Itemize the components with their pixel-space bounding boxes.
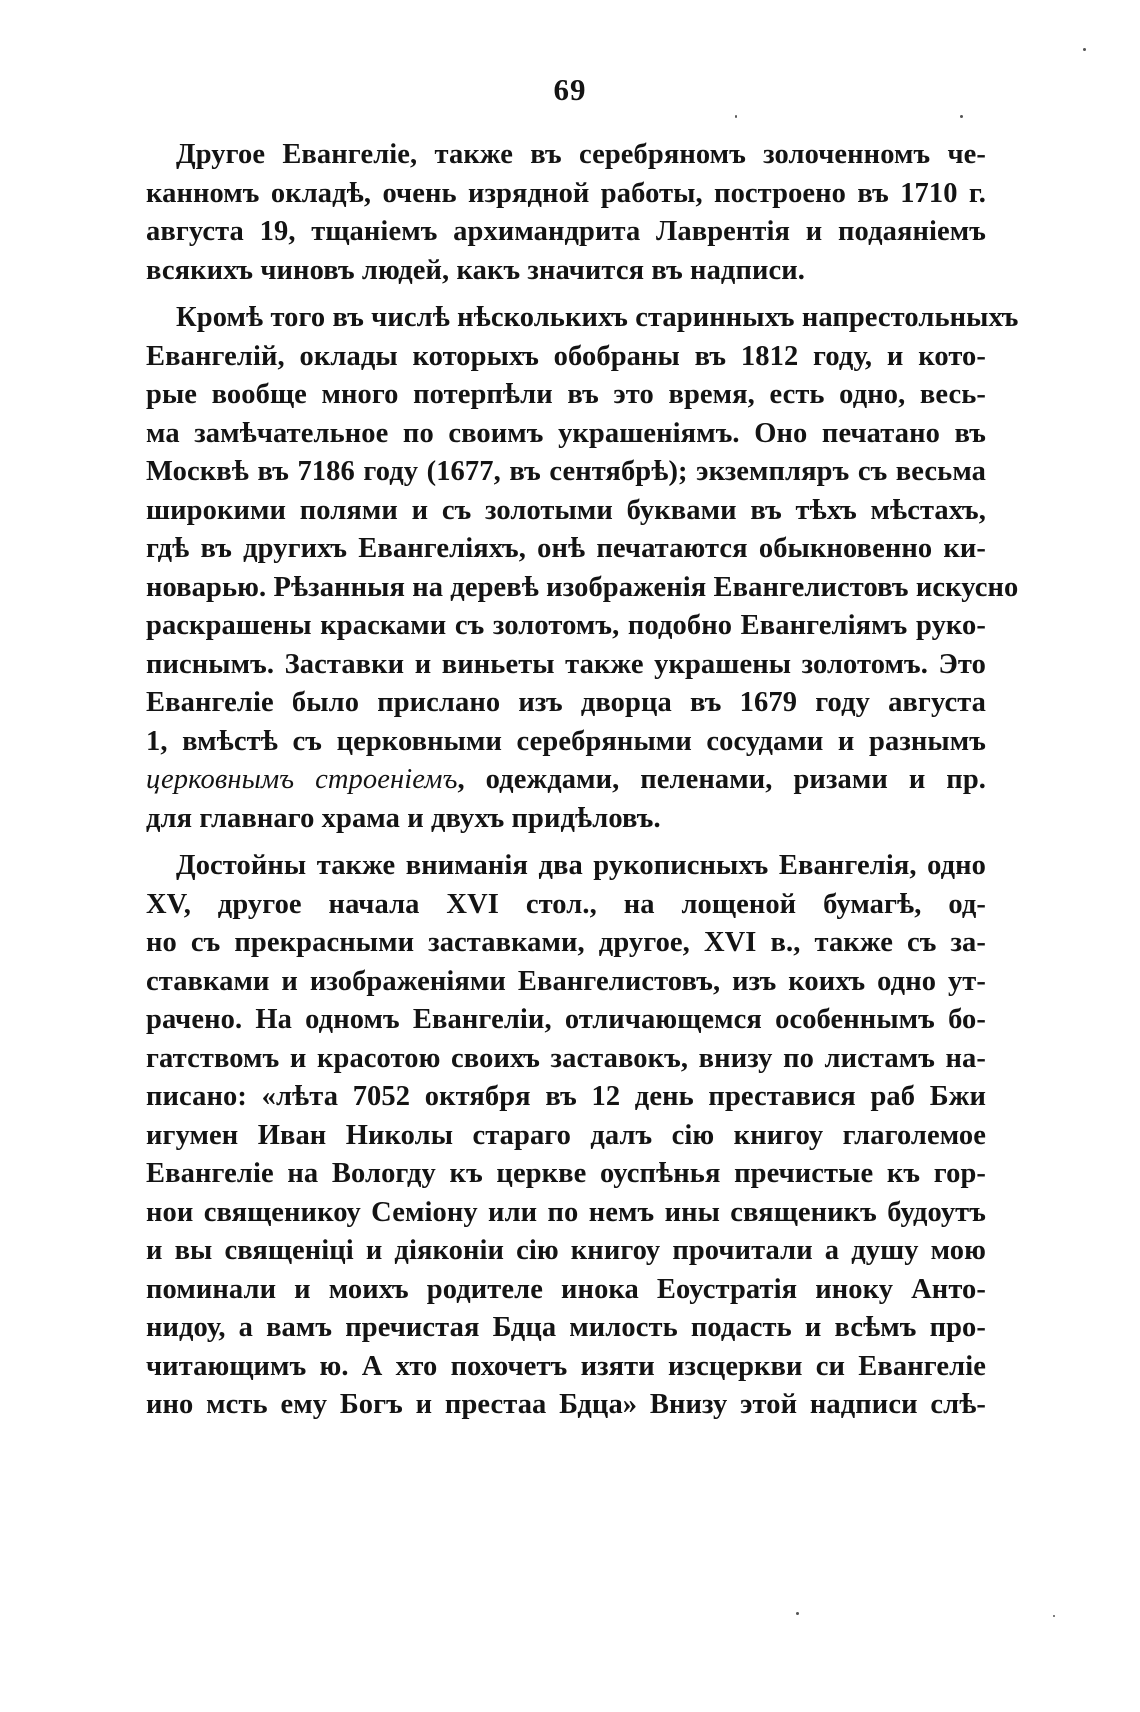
text-line: 1, вмѣстѣ съ церковными серебряными сосудами и разнымъ [146, 725, 986, 757]
text-line: и вы священіці и діяконіи сію книгоу прочитали а душу мою [146, 1235, 986, 1266]
text-line: нидоу, а вамъ пречистая Бдца милость подасть и всѣмъ про- [146, 1312, 986, 1343]
body-text [146, 136, 1019, 1425]
text-line: XV, другое начала XVI стол., на лощеной бумагѣ, од- [146, 888, 986, 920]
scan-speck [735, 115, 737, 118]
text-line: всякихъ чиновъ людей, какъ значится въ надписи. [146, 254, 805, 286]
text-line-mixed [146, 761, 986, 800]
text-line: Евангеліе было прислано изъ дворца въ 1679 году августа [146, 687, 986, 718]
text-line: писнымъ. Заставки и виньеты также украшены золотомъ. Это [146, 648, 986, 680]
text-line: Достойны также вниманія два рукописныхъ Евангелія, одно [176, 850, 986, 881]
text-line: ино мсть ему Богъ и престаа Бдца» Внизу этой надписи слѣ- [146, 1389, 986, 1420]
text-line: новарью. Рѣзанныя на деревѣ изображенія Евангелистовъ искусно [146, 571, 1019, 603]
text-line: игумен Иван Николы стараго далъ сію книгоу глаголемое [146, 1119, 986, 1151]
text-line: канномъ окладѣ, очень изрядной работы, построено въ 1710 г. [146, 177, 986, 209]
text-line: ма замѣчательное по своимъ украшеніямъ. Оно печатано въ [146, 417, 986, 449]
text-line: Кромѣ того въ числѣ нѣсколькихъ старинныхъ напрестольныхъ [176, 302, 1019, 333]
paragraph-gap [146, 290, 986, 299]
text-line: Евангелій, оклады которыхъ обобраны въ 1812 году, и кото- [146, 340, 986, 372]
text-line: писано: «лѣта 7052 октября въ 12 день преставися раб Бжи [146, 1081, 986, 1112]
text-line: широкими полями и съ золотыми буквами въ тѣхъ мѣстахъ, [146, 494, 986, 526]
page-number: 69 [553, 72, 587, 107]
text-line: но съ прекрасными заставками, другое, XVI в., также съ за- [146, 927, 986, 958]
text-line: ставками и изображеніями Евангелистовъ, изъ коихъ одно ут- [146, 965, 986, 997]
text-line: гдѣ въ другихъ Евангеліяхъ, онѣ печатаются обыкновенно ки- [146, 533, 986, 564]
text-line: рачено. На одномъ Евангеліи, отличающемся особеннымъ бо- [146, 1004, 986, 1035]
text-line: рые вообще много потерпѣли въ это время, есть одно, весь- [146, 379, 986, 410]
paragraph-gap [146, 838, 986, 847]
scan-speck [796, 1612, 799, 1615]
text-line: раскрашены красками съ золотомъ, подобно Евангеліямъ руко- [146, 610, 986, 641]
text-line: для главнаго храма и двухъ придѣловъ. [146, 802, 661, 834]
text-line: Москвѣ въ 7186 году (1677, въ сентябрѣ); экземпляръ съ весьма [146, 456, 986, 487]
scan-speck [1083, 48, 1086, 51]
text-line: нои священикоу Семіону или по немъ ины священикъ будоутъ [146, 1196, 986, 1228]
scan-speck [960, 115, 963, 118]
text-line: Другое Евангеліе, также въ серебряномъ золоченномъ че- [176, 139, 986, 170]
scan-speck [1053, 1615, 1055, 1617]
text-line: поминали и моихъ родителе инока Еоустратія иноку Анто- [146, 1273, 986, 1305]
text-line: Евангеліе на Вологду къ церкве оуспѣнья пречистые къ гор- [146, 1158, 986, 1189]
text-line: читающимъ ю. А хто похочетъ изяти изсцеркви си Евангеліе [146, 1350, 986, 1382]
text-line: августа 19, тщаніемъ архимандрита Лаврентія и подаяніемъ [146, 216, 986, 247]
text-line: гатствомъ и красотою своихъ заставокъ, внизу по листамъ на- [146, 1042, 986, 1074]
text-fragment: , одеждами, пеленами, ризами и пр. [457, 764, 987, 795]
italic-phrase: церковнымъ строеніемъ [146, 764, 458, 795]
